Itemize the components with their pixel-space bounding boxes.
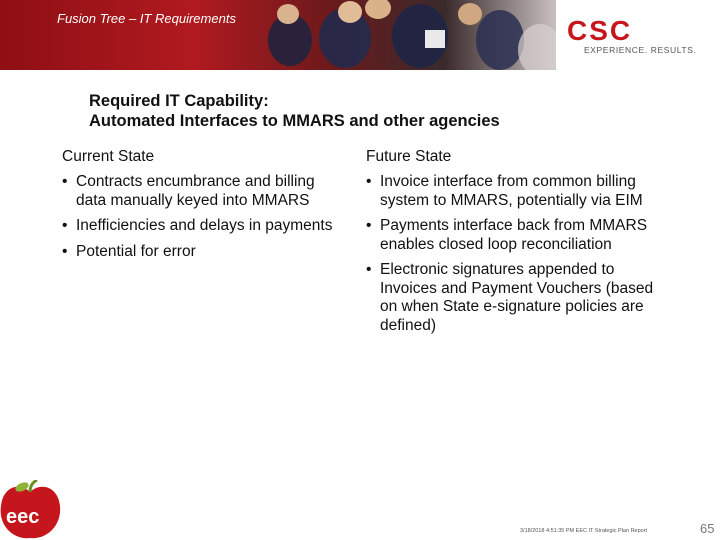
current-state-column xyxy=(62,147,342,268)
list-item: • Potential for error xyxy=(62,243,342,262)
list-item: • Inefficiencies and delays in payments xyxy=(62,217,342,236)
heading-line-2: Automated Interfaces to MMARS and other agencies xyxy=(89,112,500,130)
list-item: • Invoice interface from common billing system to MMARS, potentially via EIM xyxy=(366,173,656,210)
list-item: • Payments interface back from MMARS enables closed loop reconciliation xyxy=(366,217,656,254)
heading-line-1: Required IT Capability: xyxy=(89,92,269,110)
logo-tagline: EXPERIENCE. RESULTS. xyxy=(584,45,697,55)
list-item: • Contracts encumbrance and billing data manually keyed into MMARS xyxy=(62,173,342,210)
page-number: 65 xyxy=(700,521,715,536)
cyclists-photo xyxy=(0,0,556,70)
header-banner xyxy=(0,0,720,70)
eec-apple-logo xyxy=(0,480,62,540)
list-item: • Electronic signatures appended to Invoices and Payment Vouchers (based on when State e-signature policies are defined) xyxy=(366,261,656,335)
slide-title: Fusion Tree – IT Requirements xyxy=(57,11,236,26)
slide-heading xyxy=(89,91,500,131)
footer-meta: 3/18/2018 4:51:35 PM EEC IT Strategic Plan Report xyxy=(520,528,648,534)
future-state-column xyxy=(366,147,656,342)
future-state-list xyxy=(366,173,656,335)
svg-text:eec: eec xyxy=(6,506,40,528)
current-state-list xyxy=(62,173,342,261)
current-state-title: Current State xyxy=(62,148,155,165)
svg-text:CSC: CSC xyxy=(567,15,633,46)
future-state-title: Future State xyxy=(366,148,452,165)
